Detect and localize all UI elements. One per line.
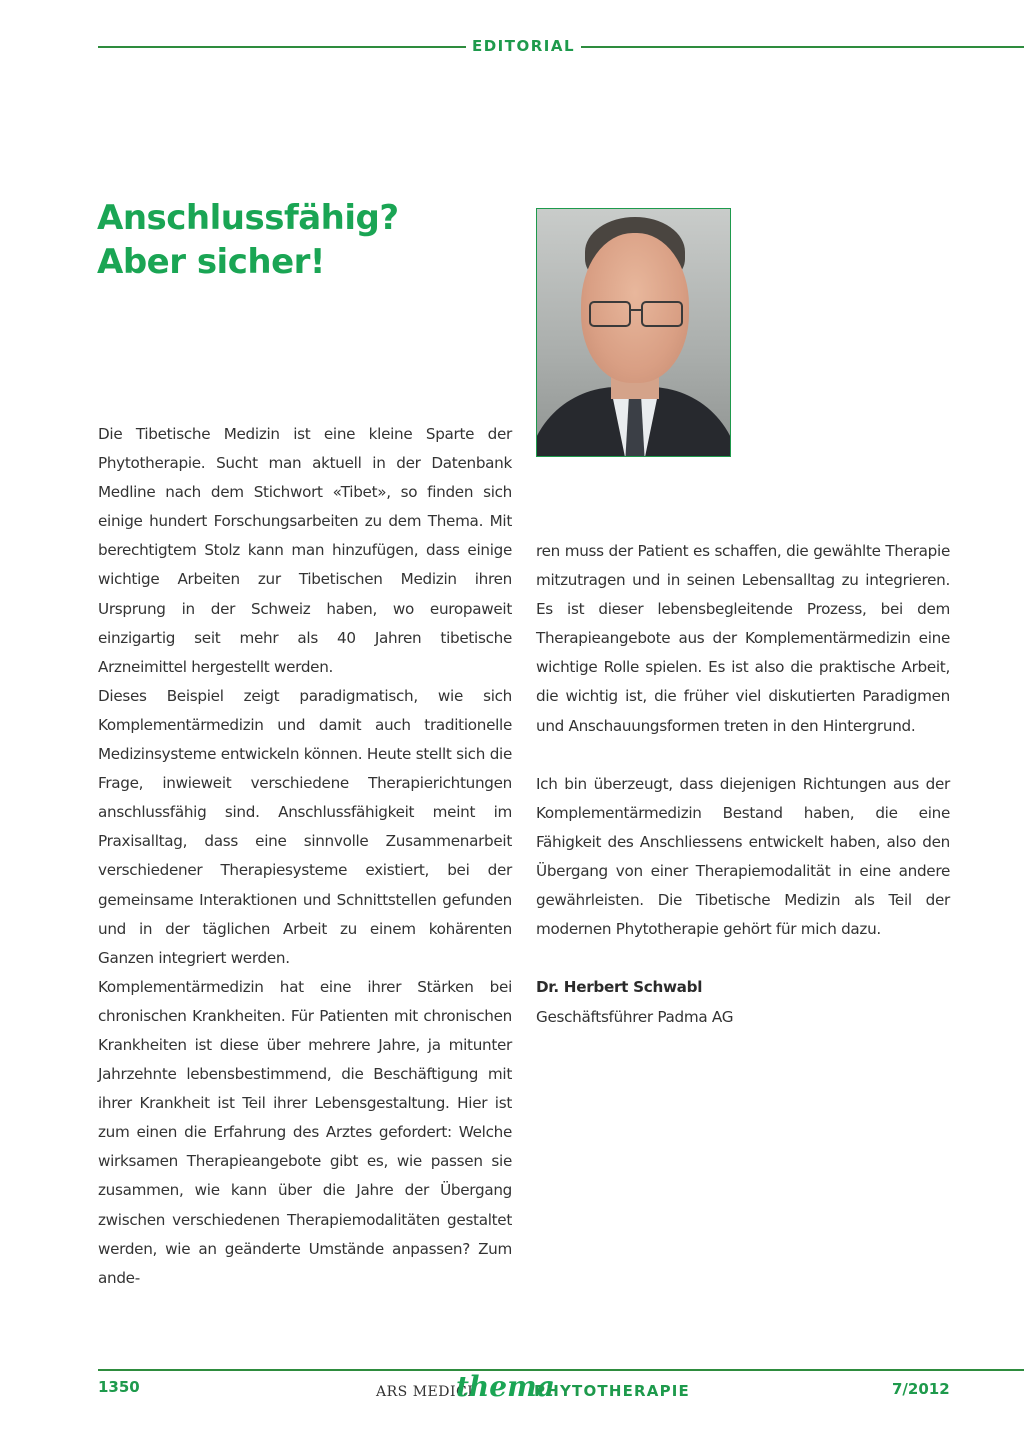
portrait-glasses-bridge <box>629 309 641 311</box>
portrait-glasses-right <box>641 301 683 327</box>
portrait-glasses-left <box>589 301 631 327</box>
signature-role: Geschäftsführer Padma AG <box>536 1007 734 1026</box>
article-column-left <box>98 420 512 1293</box>
signature-name: Dr. Herbert Schwabl <box>536 978 703 997</box>
paragraph: Komplementärmedizin hat eine ihrer Stärken bei chronischen Krankheiten. Für Patienten mit chronischen Krankheiten ist diese über mehrere Jahre, ja mitunter Jahrzehnte lebensbestimmend, die Beschäftigung mit ihrer Krankheit ist Teil ihrer Lebensgestaltung. Hier ist zum einen die Erfahrung des Arztes gefordert: Welche wirksamen Therapieangebote gibt es, wie passen sie zusammen, wie kann über die Jahre der Übergang zwischen verschiedenen Therapiemodalitäten gestaltet werden, wie an geänderte Umstände anpassen? Zum ande- <box>98 977 512 1287</box>
paragraph: Dieses Beispiel zeigt paradigmatisch, wie sich Komplementärmedizin und damit auch traditionelle Medizinsysteme entwickeln können. Heute stellt sich die Frage, inwieweit verschiedene Therapierichtungen anschlussfähig sind. Anschlussfähigkeit meint im Praxisalltag, dass eine sinnvolle Zusammenarbeit verschiedener Therapiesysteme existiert, bei der gemeinsame Interaktionen und Schnittstellen gefunden und in der täglichen Arbeit zu einem kohärenten Ganzen integriert werden. <box>98 686 512 967</box>
paragraph: Die Tibetische Medizin ist eine kleine Sparte der Phytotherapie. Sucht man aktuell in der Datenbank Medline nach dem Stichwort «Tibet», so finden sich einige hundert Forschungsarbeiten zu dem Thema. Mit berechtigtem Stolz kann man hinzufügen, dass einige wichtige Arbeiten zur Tibetischen Medizin ihren Ursprung in der Schweiz haben, wo europaweit einzigartig seit mehr als 40 Jahren tibetische Arzneimittel hergestellt werden. <box>98 425 512 676</box>
title-line-2: Aber sicher! <box>97 242 325 282</box>
title-line-1: Anschlussfähig? <box>97 198 399 238</box>
article-title <box>97 196 517 284</box>
footer-rule <box>98 1369 1024 1371</box>
header-rule-right <box>581 46 1024 48</box>
issue-number: 7/2012 <box>892 1380 950 1398</box>
author-portrait <box>536 208 731 457</box>
article-column-right <box>536 537 950 1032</box>
paragraph: Ich bin überzeugt, dass diejenigen Richtungen aus der Komplementärmedizin Bestand haben, die eine Fähigkeit des Anschliessens entwickelt haben, also den Übergang von einer Therapiemodalität in eine andere gewährleisten. Die Tibetische Medizin als Teil der modernen Phytotherapie gehört für mich dazu. <box>536 774 950 939</box>
footer-section: PHYTOTHERAPIE <box>534 1382 691 1400</box>
thema-logo: thema <box>456 1370 555 1403</box>
header-rule-left <box>98 46 466 48</box>
paragraph: ren muss der Patient es schaffen, die gewählte Therapie mitzutragen und in seinen Lebensalltag zu integrieren. Es ist dieser lebensbegleitende Prozess, bei dem Therapieangebote aus der Komplementärmedizin eine wichtige Rolle spielen. Es ist also die praktische Arbeit, die wichtig ist, die früher viel diskutierten Paradigmen und Anschauungsformen treten in den Hintergrund. <box>536 542 950 735</box>
journal-brand: ARS MEDICI <box>376 1384 474 1400</box>
section-label: EDITORIAL <box>471 37 576 55</box>
page-number: 1350 <box>98 1378 140 1396</box>
